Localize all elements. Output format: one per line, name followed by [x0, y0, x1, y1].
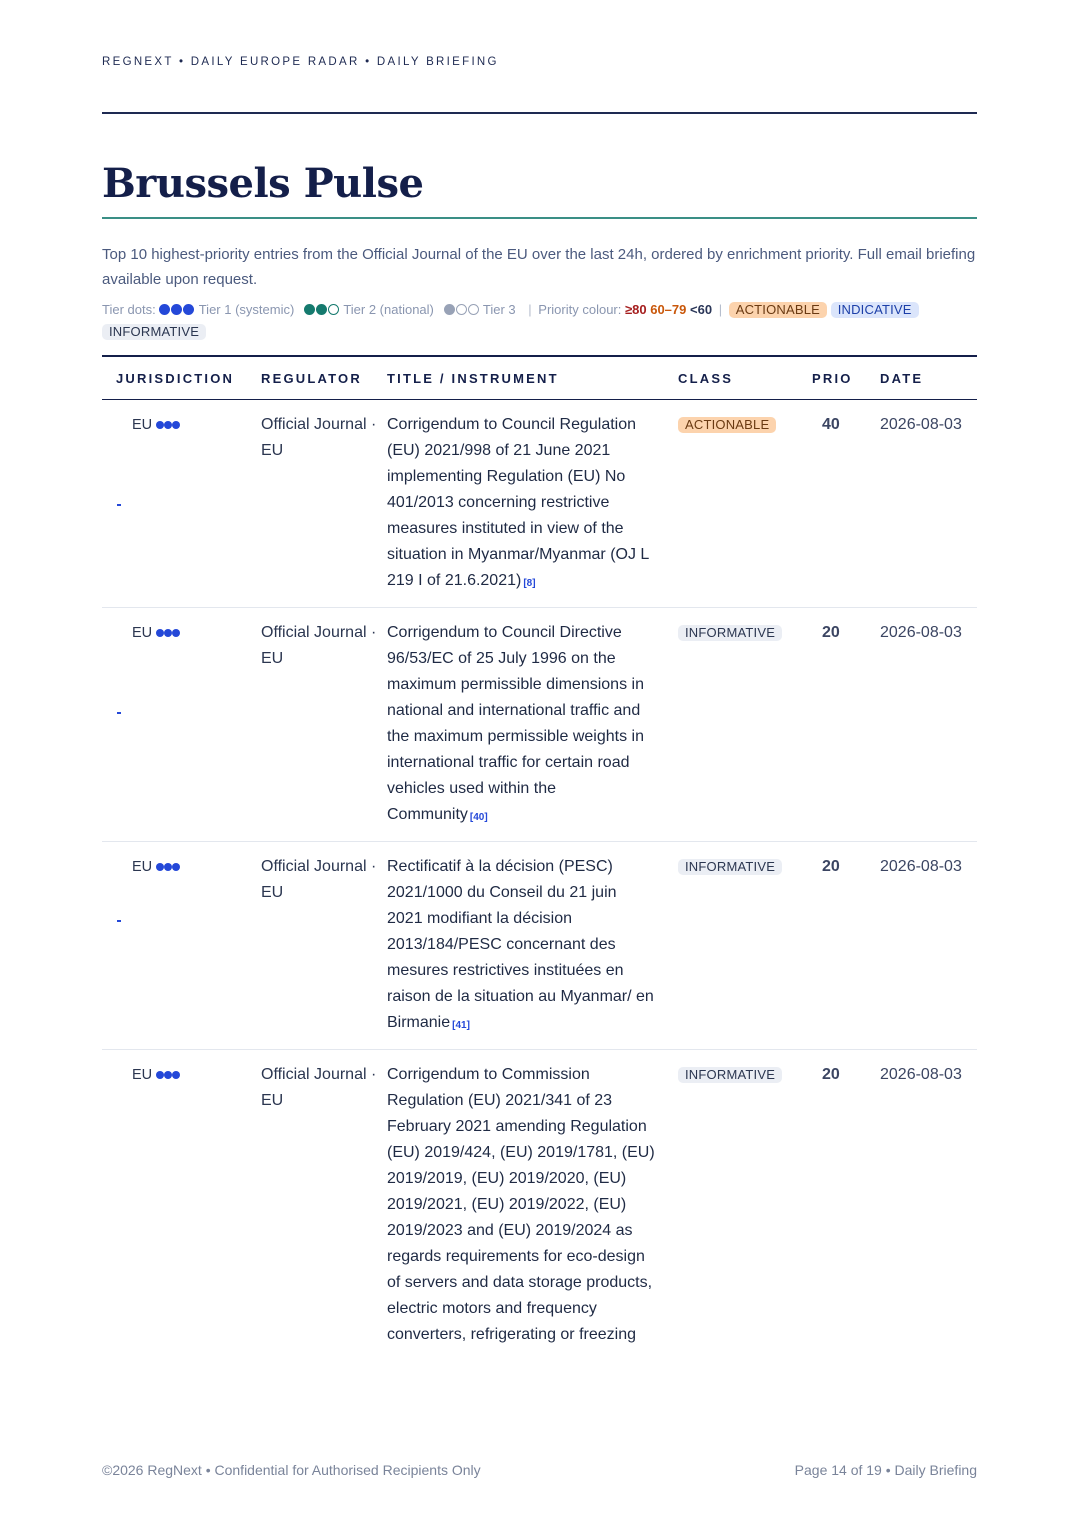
title-cell	[387, 400, 678, 608]
regulator-cell: Official Journal · EU	[261, 1066, 377, 1109]
jurisdiction-label: EU	[132, 1067, 153, 1083]
title-rule	[102, 217, 977, 219]
class-cell	[678, 842, 812, 1050]
class-cell	[678, 608, 812, 842]
instrument-title: Rectificatif à la décision (PESC) 2021/1000 du Conseil du 21 juin 2021 modifiant la décision 2013/184/PESC concernant des mesures restrictives instituées en raison de la situation au Myanmar/ en Birmanie	[387, 858, 654, 1031]
column-header-date: DATE	[880, 356, 977, 400]
column-header-class: CLASS	[678, 356, 812, 400]
legend-tier3-group	[444, 302, 520, 317]
priority-cell: 40	[812, 400, 880, 608]
jurisdiction-cell	[102, 1050, 261, 1359]
column-header-title: TITLE / INSTRUMENT	[387, 356, 678, 400]
legend-tier1: Tier 1 (systemic)	[198, 302, 295, 317]
tier1-dots-icon	[159, 302, 195, 317]
legend-separator: |	[528, 302, 532, 317]
footnote-link[interactable]: [41]	[452, 1020, 470, 1031]
table-row	[102, 608, 977, 842]
tier1-dots-icon	[156, 859, 180, 875]
legend-tier3: Tier 3	[482, 302, 516, 317]
date-cell: 2026-08-03	[880, 400, 977, 608]
tier1-dots-icon	[156, 1067, 180, 1083]
footnote-link[interactable]: [8]	[523, 578, 536, 589]
class-badge: INFORMATIVE	[678, 625, 782, 641]
legend-badge-informative: INFORMATIVE	[102, 324, 206, 340]
table-row	[102, 842, 977, 1050]
legend-separator: |	[718, 302, 723, 317]
class-cell	[678, 400, 812, 608]
instrument-title: Corrigendum to Council Directive 96/53/EC of 25 July 1996 on the maximum permissible dimensions in national and international traffic and the maximum permissible weights in international traffic for certain road vehicles used within the Community	[387, 624, 644, 823]
tier1-dots-icon	[156, 625, 180, 641]
regulator-cell: Official Journal · EU	[261, 400, 387, 608]
instrument-title: Corrigendum to Commission Regulation (EU) 2021/341 of 23 February 2021 amending Regulation (EU) 2019/424, (EU) 2019/1781, (EU) 2019/2019, (EU) 2019/2020, (EU) 2019/2021, (EU) 2019/2022, (EU) 2019/2023 and (EU) 2019/2024 as regards requirements for eco-design of servers and data storage products, electric motors and frequency converters, refrigerating or freezing	[387, 1066, 655, 1343]
legend-priority-label: Priority colour:	[538, 302, 622, 317]
jurisdiction-label: EU	[132, 417, 153, 433]
entries-table	[102, 355, 977, 1358]
table-row	[102, 1050, 977, 1359]
regulator-cell: Official Journal · EU	[261, 842, 387, 1050]
regulator-cell: Official Journal · EU	[261, 608, 387, 842]
jurisdiction-cell	[102, 842, 261, 1050]
page-title: Brussels Pulse	[102, 160, 424, 207]
priority-cell: 20	[812, 842, 880, 1050]
priority-high: ≥80	[624, 302, 647, 317]
table-row	[102, 400, 977, 608]
class-badge: INFORMATIVE	[678, 1067, 782, 1083]
header-rule	[102, 112, 977, 114]
priority-cell: 20	[822, 1066, 840, 1083]
date-cell: 2026-08-03	[880, 1066, 962, 1083]
footer-page-number: Page 14 of 19 • Daily Briefing	[794, 1462, 977, 1478]
tier2-dots-icon	[304, 302, 340, 317]
legend-tier2-group	[304, 302, 438, 317]
jurisdiction-cell	[102, 400, 261, 608]
column-header-prio: PRIO	[812, 356, 880, 400]
date-cell: 2026-08-03	[880, 608, 977, 842]
tier1-dots-icon	[156, 417, 180, 433]
column-header-jurisdiction: JURISDICTION	[102, 356, 261, 400]
priority-low: <60	[690, 302, 713, 317]
class-cell	[678, 1050, 812, 1359]
priority-cell: 20	[812, 608, 880, 842]
legend	[102, 299, 977, 343]
running-header: REGNEXT • DAILY EUROPE RADAR • DAILY BRIEFING	[102, 56, 499, 68]
title-cell	[387, 842, 678, 1050]
class-badge: INFORMATIVE	[678, 859, 782, 875]
legend-badge-actionable: ACTIONABLE	[729, 302, 827, 318]
title-cell	[387, 1050, 678, 1359]
legend-tier2: Tier 2 (national)	[343, 302, 434, 317]
footnote-link[interactable]: [40]	[469, 812, 488, 823]
jurisdiction-label: EU	[132, 625, 153, 641]
table-header-row	[102, 356, 977, 400]
column-header-regulator: REGULATOR	[261, 356, 387, 400]
date-cell: 2026-08-03	[880, 842, 977, 1050]
instrument-title: Corrigendum to Council Regulation (EU) 2021/998 of 21 June 2021 implementing Regulation (EU) No 401/2013 concerning restrictive measures instituted in view of the situation in Myanmar/Myanmar (OJ L 219 I of 21.6.2021)	[387, 416, 649, 589]
class-badge: ACTIONABLE	[678, 417, 776, 433]
footer-copyright: ©2026 RegNext • Confidential for Authorised Recipients Only	[102, 1462, 481, 1478]
row-marker-icon	[117, 504, 121, 506]
title-cell	[387, 608, 678, 842]
row-marker-icon	[117, 920, 121, 922]
row-marker-icon	[117, 712, 121, 714]
legend-tier-dots-label: Tier dots:	[102, 302, 156, 317]
legend-tier-dots	[102, 302, 298, 317]
jurisdiction-label: EU	[132, 859, 153, 875]
legend-badge-indicative: INDICATIVE	[831, 302, 919, 318]
jurisdiction-cell	[102, 608, 261, 842]
priority-mid: 60–79	[650, 302, 687, 317]
tier3-dots-icon	[444, 302, 480, 317]
intro-paragraph: Top 10 highest-priority entries from the Official Journal of the EU over the last 24h, ordered by enrichment priority. Full email briefing available upon request.	[102, 246, 976, 288]
